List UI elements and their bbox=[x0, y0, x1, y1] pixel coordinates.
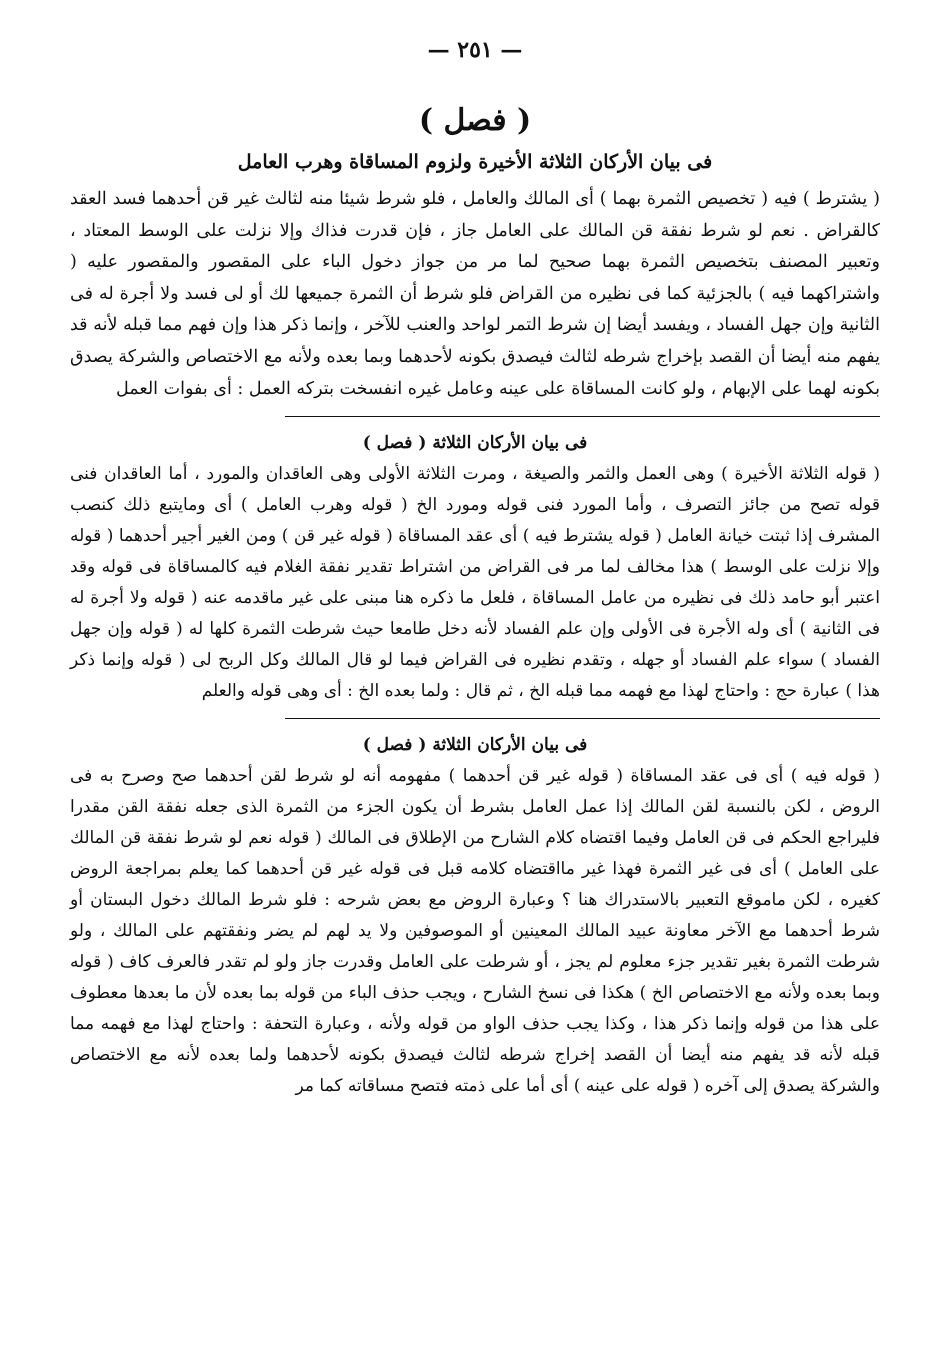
commentary-1-heading: ( فصل ) فى بيان الأركان الثلاثة bbox=[362, 433, 588, 454]
page-number: — ٢٥١ — bbox=[427, 37, 523, 63]
divider-rule bbox=[285, 416, 880, 417]
commentary-1-text: ( قوله الثلاثة الأخيرة ) وهى العمل والثمر والصيغة ، ومرت الثلاثة الأولى وهى العاقدان والمورد ، أما العاقدان فنى قوله تصح من جائز التصرف ، وأما المورد فنى قوله ومورد الخ ( قوله وهرب العامل ) أى ومايتبع ذلك كنصب المشرف إذا ثبتت خيانة العامل ( قوله يشترط فيه ) أى عقد المساقاة ( قوله غير قن ) ومن الغير أجير أحدهما ( قوله وإلا نزلت على الوسط ) هذا مخالف لما مر فى القراض من اشتراط تقدير نفقة الغلام فيه كالمساقاة فى قوله وقد اعتبر أبو حامد ذلك فى نظيره من عامل المساقاة ، فلعل ما ذكره هنا مبنى على غير ماقدمه عنه ( قوله ولا أجرة له فى الثانية ) أى وله الأجرة فى الأولى وإن علم الفساد لأنه دخل طامعا حيث شرطت الثمرة كلها له ( قوله وإن جهل الفساد ) سواء علم الفساد أو جهله ، وتقدم نظيره فى القراض فيما لو قال المالك وكل الربح لى ( قوله وإنما ذكر هذا ) عبارة حج : واحتاج لهذا مع فهمه مما قبله الخ ، ثم قال : ولما بعده الخ : أى وهى قوله والعلم bbox=[70, 464, 880, 702]
chapter-subtitle: فى بيان الأركان الثلاثة الأخيرة ولزوم المساقاة وهرب العامل bbox=[237, 151, 713, 173]
main-text: ( يشترط ) فيه ( تخصيص الثمرة بهما ) أى المالك والعامل ، فلو شرط شيئا منه لثالث غير قن أحدهما فسد العقد كالقراض . نعم لو شرط نفقة قن المالك على العامل جاز ، فإن قدرت فذاك وإلا نزلت على الوسط المعتاد ، وتعبير المصنف بتخصيص الثمرة بهما صحيح لما مر من جواز دخول الباء على المقصور والمقصور عليه ( واشتراكهما فيه ) بالجزئية كما فى نظيره من القراض فلو شرط أن الثمرة جميعها لك أو لى فسد ولا أجرة له فى الثانية وإن جهل الفساد ، ويفسد أيضا إن شرط التمر لواحد والعنب للآخر ، وإنما ذكر هذا وإن فهم مما قبله لأنه قد يفهم منه أيضا أن القصد بإخراج شرطه لثالث فيصدق بكونه لأحدهما وبما بعده ولأنه مع الاختصاص والشركة يصدق بكونه لهما على الإبهام ، ولو كانت المساقاة على عينه وعامل غيره انفسخت بتركه العمل : أى بفوات العمل bbox=[70, 189, 880, 399]
commentary-2-heading: ( فصل ) فى بيان الأركان الثلاثة bbox=[362, 735, 588, 756]
book-page bbox=[70, 30, 880, 1102]
divider-rule bbox=[285, 718, 880, 719]
commentary-section-2 bbox=[70, 729, 880, 1102]
commentary-2-text: ( قوله فيه ) أى فى عقد المساقاة ( قوله غير قن أحدهما ) مفهومه أنه لو شرط لقن أحدهما صح وصرح به فى الروض ، لكن بالنسبة لقن المالك إذا عمل العامل بشرط أن يكون الجزء من الثمرة الذى جعله نفقة القن مقدرا فليراجع الحكم فى قن العامل وفيما اقتضاه كلام الشارح من الإطلاق فى المالك ( قوله نعم لو شرط نفقة قن المالك على العامل ) أى فى غير الثمرة فهذا غير مااقتضاه كلامه قبل فى قوله غير قن أحدهما كما يعلم بمراجعة الروض كغيره ، لكن ماموقع التعبير بالاستدراك هنا ؟ وعبارة الروض مع بعض شرحه : فلو شرط المالك دخول البستان أو شرط أحدهما مع الآخر معاونة عبيد المالك المعينين أو الموصوفين ولا يد لهم لم يضر ونفقتهم على المالك ، ولو شرطت الثمرة بغير تقدير جزء معلوم لم يجز ، أو شرطت على العامل وقدرت جاز ولو لم تقدر فالعرف كاف ( قوله وبما بعده ولأنه مع الاختصاص الخ ) هكذا فى نسخ الشارح ، ويجب حذف الباء من قوله بما بعده لأن ما بعدها معطوف على هذا من قوله وإنما ذكر هذا ، وكذا يجب حذف الواو من قوله ولأنه ، وعبارة التحفة : واحتاج لهذا مع فهمه مما قبله لأنه قد يفهم منه أيضا أن القصد إخراج شرطه لثالث فيصدق بكونه لأحدهما ولما بعده لأنه مع الاختصاص والشركة يصدق إلى آخره ( قوله على عينه ) أى أما على ذمته فتصح مساقاته كما مر bbox=[70, 766, 880, 1097]
chapter-title: ( فصل ) bbox=[418, 103, 532, 138]
commentary-section-1 bbox=[70, 427, 880, 707]
